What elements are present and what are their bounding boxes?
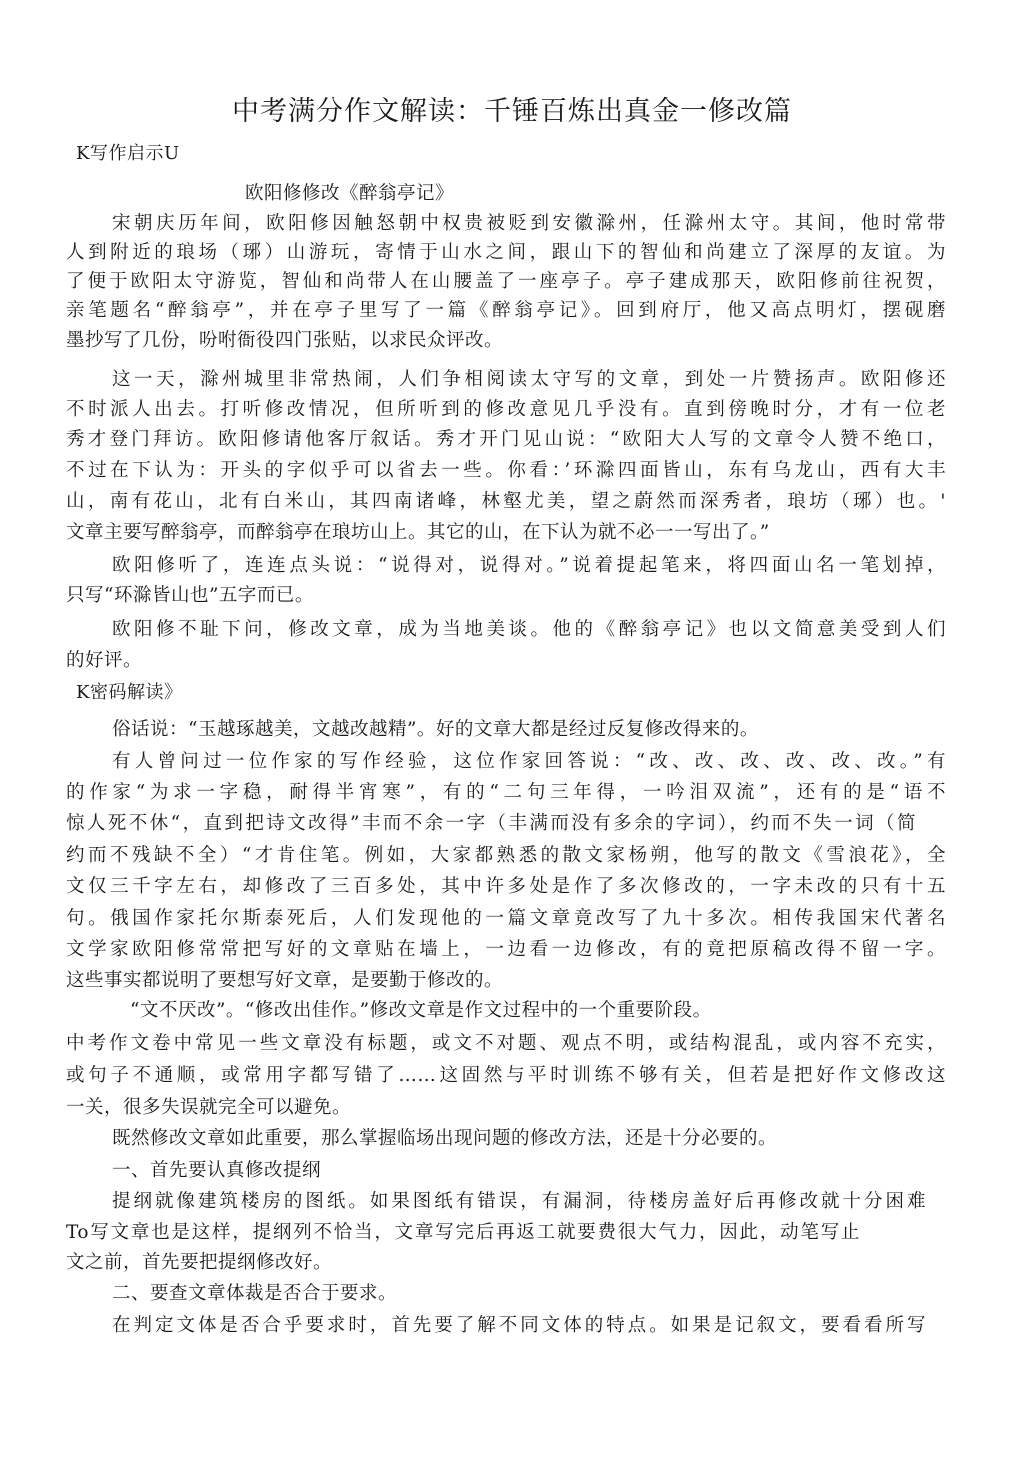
text-line: To写文章也是这样，提纲列不恰当，文章写完后再返工就要费很大气力，因此，动笔写止 xyxy=(66,1222,860,1243)
story-title: 欧阳修修改《醉翁亭记》 xyxy=(245,183,455,204)
text-line: 秀才登门拜访。欧阳修请他客厅叙话。秀才开门见山说：“欧阳大人写的文章令人赞不绝口， xyxy=(66,429,946,450)
text-line: “文不厌改”。“修改出佳作。”修改文章是作文过程中的一个重要阶段。 xyxy=(130,1000,712,1021)
document-title: 中考满分作文解读：千锤百炼出真金一修改篇 xyxy=(232,96,792,127)
text-line: 文章主要写醉翁亭，而醉翁亭在琅坊山上。其它的山，在下认为就不必一一写出了。” xyxy=(66,522,770,543)
text-line: 亲笔题名“醉翁亭”，并在亭子里写了一篇《醉翁亭记》。回到府厅，他又高点明灯，摆砚磨 xyxy=(66,300,946,321)
text-line: 这些事实都说明了要想写好文章，是要勤于修改的。 xyxy=(66,970,504,991)
text-line: 句。俄国作家托尔斯泰死后，人们发现他的一篇文章竟改写了九十多次。相传我国宋代著名 xyxy=(66,908,946,929)
section-heading-code-interpretation: K密码解读》 xyxy=(76,682,183,703)
text-line: 俗话说：“玉越琢越美，文越改越精”。好的文章大都是经过反复修改得来的。 xyxy=(112,719,759,740)
text-line: 欧阳修听了，连连点头说：“说得对，说得对。”说着提起笔来，将四面山名一笔划掉， xyxy=(112,555,946,576)
text-line: 约而不残缺不全）“才肯住笔。例如，大家都熟悉的散文家杨朔，他写的散文《雪浪花》，全 xyxy=(66,845,946,866)
text-line: 在判定文体是否合乎要求时，首先要了解不同文体的特点。如果是记叙文，要看看所写 xyxy=(112,1315,926,1336)
text-line: 一关，很多失误就完全可以避免。 xyxy=(66,1097,352,1118)
text-line: 不过在下认为：开头的字似乎可以省去一些。你看：’环滁四面皆山，东有乌龙山，西有大丰 xyxy=(66,460,946,481)
text-line: 了便于欧阳太守游览，智仙和尚带人在山腰盖了一座亭子。亭子建成那天，欧阳修前往祝贺， xyxy=(66,271,946,292)
text-line: 既然修改文章如此重要，那么掌握临场出现问题的修改方法，还是十分必要的。 xyxy=(112,1128,778,1149)
text-line: 的好评。 xyxy=(66,650,143,671)
section-heading-outline: 一、首先要认真修改提纲 xyxy=(112,1160,322,1181)
text-line: 人到附近的琅场（琊）山游玩，寄情于山水之间，跟山下的智仙和尚建立了深厚的友谊。为 xyxy=(66,242,946,263)
text-line: 有人曾问过一位作家的写作经验，这位作家回答说：“改、改、改、改、改、改。”有 xyxy=(112,751,946,772)
text-line: 欧阳修不耻下问，修改文章，成为当地美谈。他的《醉翁亭记》也以文简意美受到人们 xyxy=(112,619,946,640)
text-line: 中考作文卷中常见一些文章没有标题，或文不对题、观点不明，或结构混乱，或内容不充实， xyxy=(66,1033,946,1054)
section-heading-writing-inspiration: K写作启示U xyxy=(76,143,180,164)
text-line: 提纲就像建筑楼房的图纸。如果图纸有错误，有漏洞，待楼房盖好后再修改就十分困难 xyxy=(112,1191,926,1212)
text-line: 墨抄写了几份，吩咐衙役四门张贴，以求民众评改。 xyxy=(66,330,504,351)
text-line: 只写“环滁皆山也”五字而已。 xyxy=(66,585,314,606)
text-line: 的作家“为求一字稳，耐得半宵寒”，有的“二句三年得，一吟泪双流”，还有的是“语不 xyxy=(66,782,946,803)
text-line: 宋朝庆历年间，欧阳修因触怒朝中权贵被贬到安徽滁州，任滁州太守。其间，他时常带 xyxy=(112,213,946,234)
text-line: 文之前，首先要把提纲修改好。 xyxy=(66,1252,333,1273)
text-line: 文学家欧阳修常常把写好的文章贴在墙上，一边看一边修改，有的竟把原稿改得不留一字。 xyxy=(66,939,946,960)
text-line: 山，南有花山，北有白米山，其四南诸峰，林壑尤美，望之蔚然而深秀者，琅坊（琊）也。' xyxy=(66,491,946,512)
text-line: 这一天，滁州城里非常热闹，人们争相阅读太守写的文章，到处一片赞扬声。欧阳修还 xyxy=(112,369,946,390)
section-heading-genre: 二、要查文章体裁是否合于要求。 xyxy=(112,1283,398,1304)
text-line: 文仅三千字左右，却修改了三百多处，其中许多处是作了多次修改的，一字未改的只有十五 xyxy=(66,876,946,897)
text-line: 或句子不通顺，或常用字都写错了……这固然与平时训练不够有关，但若是把好作文修改这 xyxy=(66,1065,946,1086)
text-line: 不时派人出去。打听修改情况，但所听到的修改意见几乎没有。直到傍晚时分，才有一位老 xyxy=(66,399,946,420)
text-line: 惊人死不休“，直到把诗文改得”丰而不余一字（丰满而没有多余的字词），约而不失一词（简 xyxy=(66,813,916,834)
